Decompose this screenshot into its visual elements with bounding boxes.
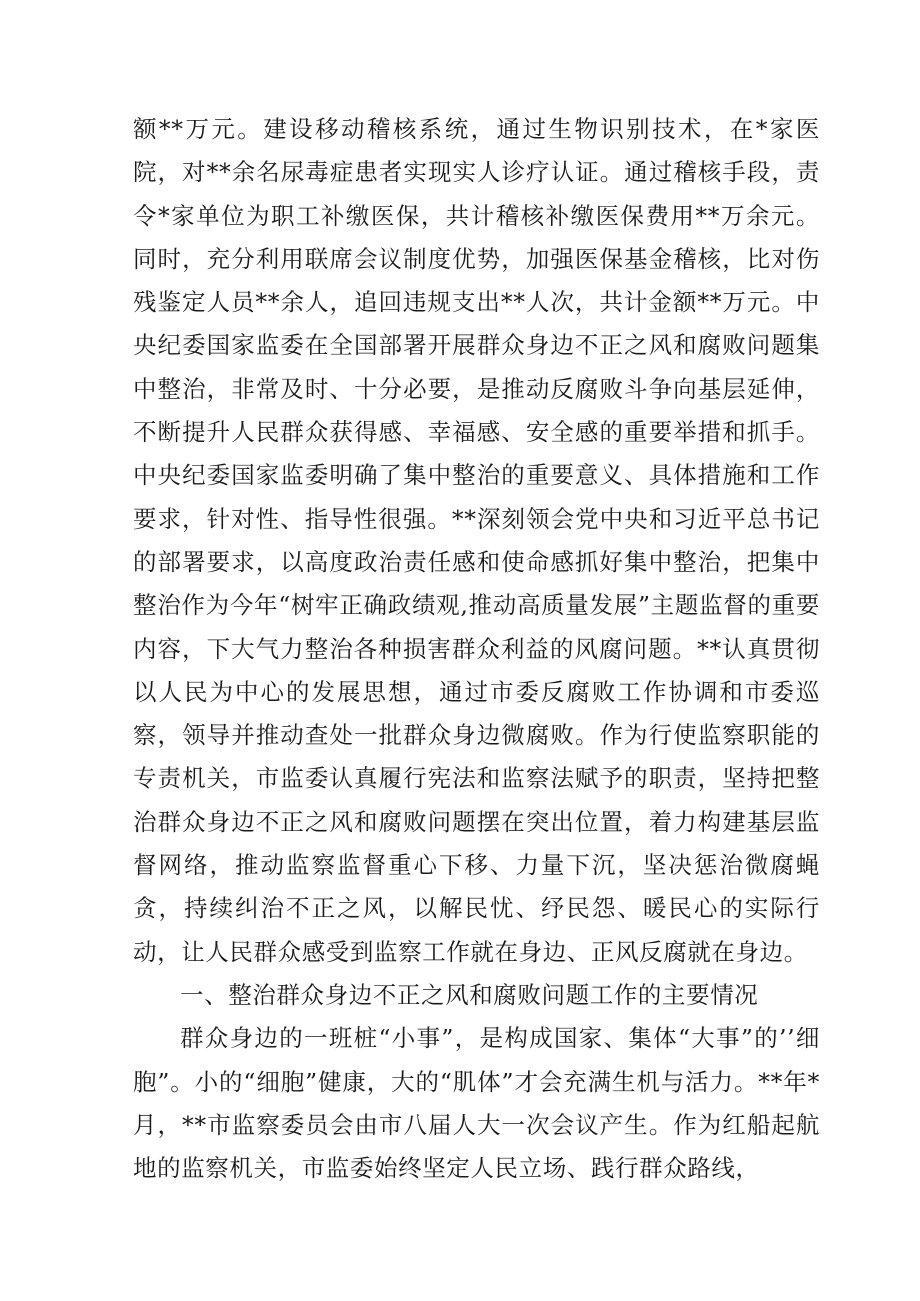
body-paragraph-1: 额**万元。建设移动稽核系统，通过生物识别技术，在*家医院，对**余名尿毒症患者实现实人诊疗认证。通过稽核手段，责令*家单位为职工补缴医保，共计稽核补缴医保费用**万余元。同时，充分利用联席会议制度优势，加强医保基金稽核，比对伤残鉴定人员**余人，追回违规支出**人次，共计金额**万元。中央纪委国家监委在全国部署开展群众身边不正之风和腐败问题集中整治，非常及时、十分必要，是推动反腐败斗争向基层延伸，不断提升人民群众获得感、幸福感、安全感的重要举措和抓手。中央纪委国家监委明确了集中整治的重要意义、具体措施和工作要求，针对性、指导性很强。**深刻领会党中央和习近平总书记的部署要求，以高度政治责任感和使命感抓好集中整治，把集中整治作为今年“树牢正确政绩观,推动高质量发展”主题监督的重要内容，下大气力整治各种损害群众利益的风腐问题。**认真贯彻以人民为中心的发展思想，通过市委反腐败工作协调和市委巡察，领导并推动查处一批群众身边微腐败。作为行使监察职能的专责机关，市监委认真履行宪法和监察法赋予的职责，坚持把整治群众身边不正之风和腐败问题摆在突出位置，着力构建基层监督网络，推动监察监督重心下移、力量下沉，坚决惩治微腐蝇贪，持续纠治不正之风，以解民忧、纾民怨、暖民心的实际行动，让人民群众感受到监察工作就在身边、正风反腐就在身边。	[133, 115, 820, 966]
body-paragraph-2: 群众身边的一班桩“小事”，是构成国家、集体“大事”的’’细胞”。小的“细胞”健康，大的“肌体”才会充满生机与活力。**年*月，**市监察委员会由市八届人大一次会议产生。作为红船起航地的监察机关，市监委始终坚定人民立场、践行群众路线，	[133, 1024, 820, 1183]
section-heading: 一、整治群众身边不正之风和腐败问题工作的主要情况	[180, 980, 759, 1009]
